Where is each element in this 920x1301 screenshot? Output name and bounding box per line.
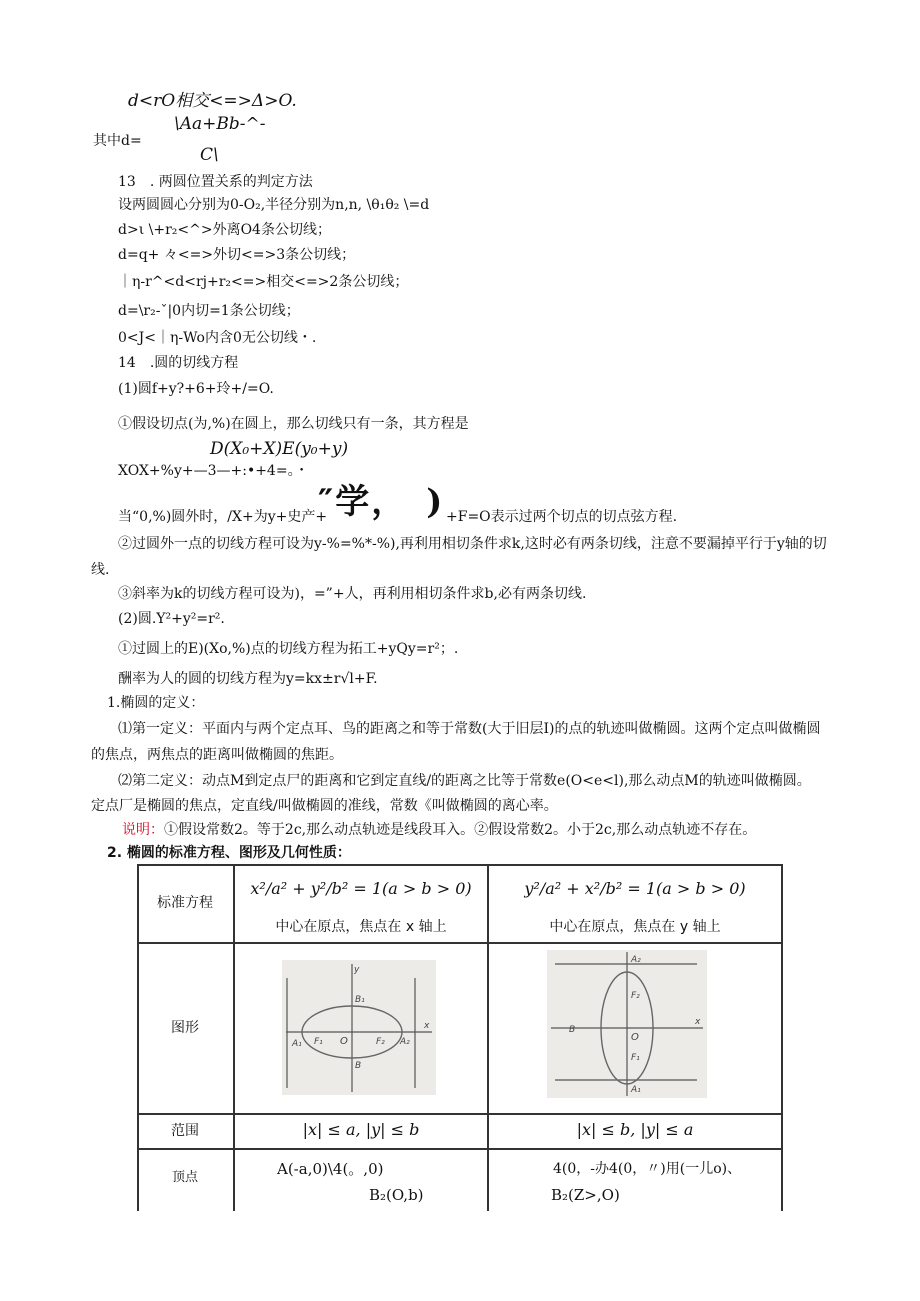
text-line: d<rO相交<=>Δ>O. xyxy=(128,91,297,111)
section-heading: 1.椭圆的定义： xyxy=(107,695,205,711)
graph-label: x xyxy=(695,1017,701,1027)
graph-label: x xyxy=(424,1021,430,1031)
graph-label: B xyxy=(355,1061,362,1071)
equation-right: y²/a² + x²/b² = 1(a > b > 0) xyxy=(524,879,746,898)
graph-label: O xyxy=(340,1036,348,1047)
graph-label: A₁ xyxy=(292,1039,302,1049)
graph-label: F₁ xyxy=(631,1053,640,1063)
text-line: 设两圆圆心分别为0-O₂,半径分别为n,n, \θ₁θ₂ \=d xyxy=(118,197,430,213)
text-line: 酬率为人的圆的切线方程为y=kx±r√l+F. xyxy=(118,671,378,687)
text-line: d>ι \+r₂<^>外离O4条公切线； xyxy=(118,222,331,238)
text-line: ②过圆外一点的切线方程可设为y-%=%*-%),再利用相切条件求k,这时必有两条切线，注意不要漏掉平行于y轴的切 xyxy=(118,536,827,552)
text-line: 0<J<｜η-Wo内含0无公切线・. xyxy=(118,330,317,346)
text-line: ⑴第一定义：平面内与两个定点耳、鸟的距离之和等于常数(大于旧层I)的点的轨迹叫做椭圆。这两个定点叫做椭圆 xyxy=(118,721,821,737)
text-line: XOX+%y+—3—+:•+4=。・ xyxy=(118,463,309,479)
text-line: C\ xyxy=(200,145,219,165)
text-line: ①过圆上的E)(Xo,%)点的切线方程为拓工+yQy=r²；. xyxy=(118,641,459,657)
graph-label: B xyxy=(569,1025,576,1035)
ellipse-properties-table xyxy=(137,864,783,1211)
vertex-left-1: A(-a,0)\4(。,0) xyxy=(277,1160,384,1178)
row-label-equation: 标准方程 xyxy=(157,895,213,911)
equation-right-caption: 中心在原点，焦点在 y 轴上 xyxy=(549,919,721,935)
vertex-left-2: B₂(O,b) xyxy=(369,1186,424,1204)
text-line: +F=O表示过两个切点的切点弦方程. xyxy=(446,509,678,525)
graph-label: F₁ xyxy=(314,1037,323,1047)
text-line: 其中d= xyxy=(93,133,142,149)
vertex-right-1: 4(0，-办4(0，〃)用(一儿o)、 xyxy=(553,1161,742,1177)
row-label-graph: 图形 xyxy=(171,1020,199,1036)
text-line: (1)圆f+y?+6+玲+/=O. xyxy=(118,381,274,397)
graph-label: B₁ xyxy=(355,995,365,1005)
ellipse-graph-x-axis xyxy=(282,960,436,1095)
row-label-range: 范围 xyxy=(171,1123,199,1139)
graph-label: y xyxy=(354,965,360,975)
text-line: d=q+ 々<=>外切<=>3条公切线； xyxy=(118,247,356,263)
text-line: 线. xyxy=(91,562,110,578)
text-line: (2)圆.Y²+y²=r². xyxy=(118,611,225,627)
vertex-right-2: B₂(Z>,O) xyxy=(551,1186,620,1204)
text-line: ⑵第二定义：动点M到定点尸的距离和它到定直线/的距离之比等于常数e(O<e<l),那么动点M的轨迹叫做椭圆。 xyxy=(118,773,811,789)
section-heading: 14 .圆的切线方程 xyxy=(118,355,239,371)
graph-label: F₂ xyxy=(376,1037,385,1047)
text-line: ③斜率为k的切线方程可设为)，=”+人，再利用相切条件求b,必有两条切线. xyxy=(118,586,587,602)
graph-label: A₂ xyxy=(631,955,641,965)
ellipse-graph-y-axis xyxy=(547,950,707,1098)
text-line: 定点厂是椭圆的焦点，定直线/叫做椭圆的准线，常数《叫做椭圆的离心率。 xyxy=(91,798,558,814)
graph-label: A₁ xyxy=(631,1085,641,1095)
text-line: 的焦点，两焦点的距离叫做椭圆的焦距。 xyxy=(91,747,343,763)
stamp-text: ″学， ) xyxy=(318,482,445,522)
text-line: \Aa+Bb-^- xyxy=(174,114,266,134)
range-right: |x| ≤ b, |y| ≤ a xyxy=(576,1120,694,1139)
graph-label: O xyxy=(631,1032,639,1043)
section-heading: 13 . 两圆位置关系的判定方法 xyxy=(118,174,313,190)
equation-left-caption: 中心在原点，焦点在 x 轴上 xyxy=(275,919,447,935)
note-label: 说明： xyxy=(122,822,164,838)
graph-label: A₂ xyxy=(400,1037,410,1047)
range-left: |x| ≤ a, |y| ≤ b xyxy=(302,1120,420,1139)
note-text: ①假设常数2。等于2c,那么动点轨迹是线段耳入。②假设常数2。小于2c,那么动点轨迹不存在。 xyxy=(164,822,757,838)
text-line: ｜η-r^<d<rj+r₂<=>相交<=>2条公切线； xyxy=(118,274,409,290)
text-line: D(X₀+X)E(y₀+y) xyxy=(210,439,349,459)
graph-label: F₂ xyxy=(631,991,640,1001)
text-line: ①假设切点(为,%)在圆上，那么切线只有一条，其方程是 xyxy=(118,416,469,432)
row-label-vertex: 顶点 xyxy=(171,1170,198,1185)
text-line: d=\r₂-ˇ|0内切=1条公切线； xyxy=(118,303,300,319)
text-line: 当“0,%)圆外时，/X+为y+史产+ xyxy=(118,509,328,525)
note-line xyxy=(122,821,756,839)
equation-left: x²/a² + y²/b² = 1(a > b > 0) xyxy=(250,879,472,898)
section-heading: 2. 椭圆的标准方程、图形及几何性质： xyxy=(107,845,351,861)
